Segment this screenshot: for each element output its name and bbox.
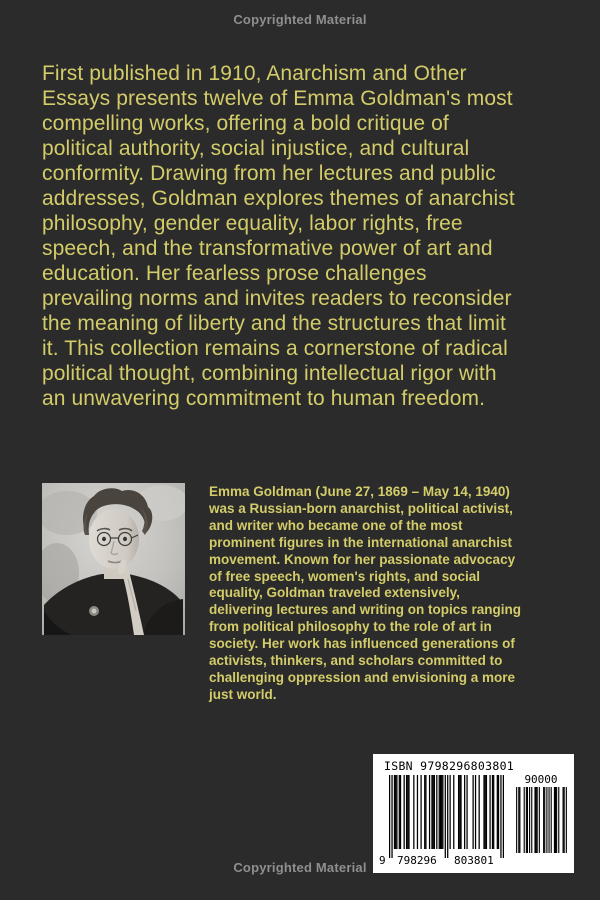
text-line: political thought, combining intellectual rigor with	[42, 362, 497, 385]
barcode-digit-group2: 803801	[454, 854, 494, 867]
text-line: the meaning of liberty and the structures that limit	[42, 312, 506, 335]
barcode-digit-group1: 798296	[397, 854, 437, 867]
text-line: it. This collection remains a cornerstone of radical	[42, 337, 508, 360]
text-line: just world.	[209, 686, 277, 702]
text-line: was a Russian-born anarchist, political activist,	[209, 500, 513, 516]
copyrighted-material-bottom: Copyrighted Material	[233, 860, 367, 875]
isbn-label: ISBN 9798296803801	[384, 759, 515, 773]
text-line: First published in 1910, Anarchism and Other	[42, 62, 467, 85]
author-bio	[209, 484, 574, 704]
text-line: from political philosophy to the role of art in	[209, 619, 492, 635]
text-line: of free speech, women's rights, and social	[209, 568, 481, 584]
text-line: an unwavering commitment to human freedom.	[42, 387, 486, 410]
text-line: and writer who became one of the most	[209, 517, 463, 533]
ean13-barcode	[389, 775, 505, 858]
copyrighted-material-top: Copyrighted Material	[233, 12, 367, 27]
text-line: political authority, social injustice, and cultural	[42, 137, 470, 160]
text-line: philosophy, gender equality, labor rights, free	[42, 212, 463, 235]
text-line: prominent figures in the international anarchist	[209, 534, 513, 550]
portrait-illustration	[42, 483, 185, 635]
barcode-digit-lead: 9	[379, 854, 386, 867]
text-line: society. Her work has influenced generations of	[209, 636, 515, 652]
text-line: compelling works, offering a bold critique of	[42, 112, 449, 135]
barcode-addon-label: 90000	[524, 773, 558, 786]
text-line: addresses, Goldman explores themes of anarchist	[42, 187, 515, 210]
back-cover-description	[42, 61, 582, 411]
emma-goldman-portrait-photo	[42, 483, 185, 635]
text-line: delivering lectures and writing on topics ranging	[209, 602, 522, 618]
text-line: Essays presents twelve of Emma Goldman's most	[42, 87, 513, 110]
text-line: education. Her fearless prose challenges	[42, 262, 427, 285]
text-line: conformity. Drawing from her lectures and public	[42, 162, 496, 185]
text-line: prevailing norms and invites readers to reconsider	[42, 287, 512, 310]
text-line: speech, and the transformative power of art and	[42, 237, 493, 260]
isbn-barcode-block	[373, 754, 574, 873]
text-line: equality, Goldman traveled extensively,	[209, 585, 460, 601]
ean5-addon-barcode	[515, 787, 567, 853]
text-line: movement. Known for her passionate advocacy	[209, 551, 516, 567]
text-line: activists, thinkers, and scholars committed to	[209, 653, 503, 669]
text-line: challenging oppression and envisioning a more	[209, 669, 516, 685]
text-line: Emma Goldman (June 27, 1869 – May 14, 1940)	[209, 484, 510, 499]
